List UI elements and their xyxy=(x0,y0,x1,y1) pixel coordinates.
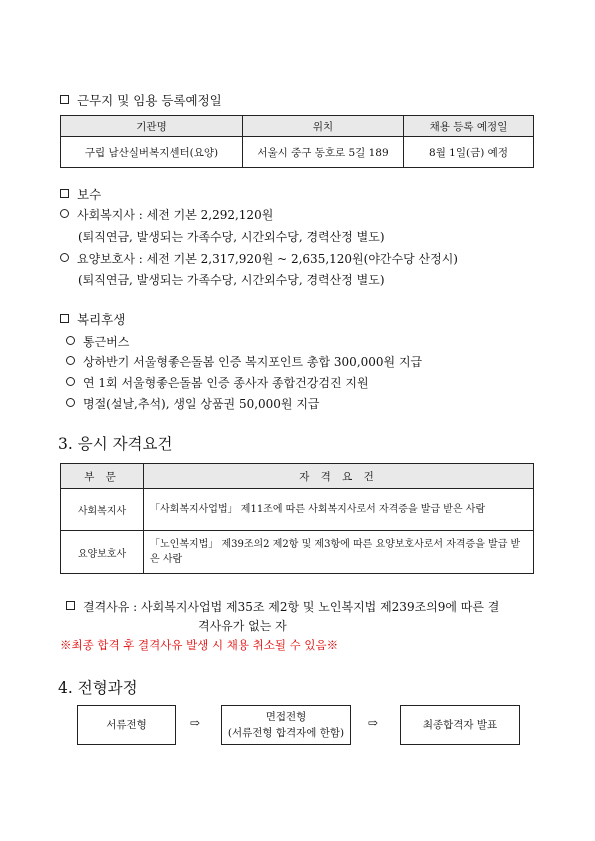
welfare-heading xyxy=(60,310,125,328)
list-item xyxy=(66,353,422,370)
process-step-interview xyxy=(221,705,351,745)
circle-bullet-icon xyxy=(66,398,75,407)
list-item xyxy=(66,374,369,391)
disqualification-text: 결격사유 : 사회복지사업법 제35조 제2항 및 노인복지법 제239조의9에 따른 결 xyxy=(83,600,500,614)
cell-location: 서울시 중구 동호로 5길 189 xyxy=(243,137,404,168)
circle-bullet-icon xyxy=(60,209,69,218)
cell-requirement: 「노인복지법」 제39조의2 제2항 및 제3항에 따른 요양보호사로서 자격증을 발급 받은 사람 xyxy=(144,531,534,574)
salary-caregiver-text: 요양보호사 : 세전 기본 2,317,920원 ~ 2,635,120원(야간수당 산정시) xyxy=(77,252,458,266)
cell-institution: 구립 남산실버복지센터(요양) xyxy=(61,137,243,168)
qualification-table xyxy=(60,463,534,574)
cancellation-warning: ※최종 합격 후 결격사유 발생 시 채용 취소될 수 있음※ xyxy=(60,638,339,652)
salary-caregiver xyxy=(60,250,458,267)
arrow-right-icon: ⇨ xyxy=(368,716,379,730)
salary-social-worker xyxy=(60,206,273,223)
salary-heading xyxy=(60,185,101,203)
list-item xyxy=(66,333,129,350)
header-location: 위치 xyxy=(243,116,404,137)
cell-date: 8월 1일(금) 예정 xyxy=(404,137,534,168)
square-bullet-icon xyxy=(60,314,69,323)
header-institution: 기관명 xyxy=(61,116,243,137)
header-category: 부 문 xyxy=(61,464,144,489)
cell-requirement: 「사회복지사업법」 제11조에 따른 사회복지사로서 자격증을 발급 받은 사람 xyxy=(144,489,534,531)
disqualification-line1 xyxy=(66,598,499,615)
process-step-label: 면접전형 xyxy=(265,711,307,723)
process-step-final xyxy=(400,705,520,745)
table-header-row xyxy=(61,464,534,489)
header-date: 채용 등록 예정일 xyxy=(404,116,534,137)
welfare-item-text: 통근버스 xyxy=(83,335,130,349)
process-step-label: 최종합격자 발표 xyxy=(422,719,498,731)
table-row xyxy=(61,531,534,574)
cell-category: 사회복지사 xyxy=(61,489,144,531)
workplace-heading-text: 근무지 및 임용 등록예정일 xyxy=(77,93,222,108)
salary-social-worker-text: 사회복지사 : 세전 기본 2,292,120원 xyxy=(77,208,274,222)
square-bullet-icon xyxy=(66,601,75,610)
process-heading: 4. 전형과정 xyxy=(58,679,138,697)
disqualification-line2: 격사유가 없는 자 xyxy=(198,619,287,633)
salary-social-worker-note: (퇴직연금, 발생되는 가족수당, 시간외수당, 경력산정 별도) xyxy=(78,230,385,244)
workplace-table xyxy=(60,115,534,168)
arrow-right-icon: ⇨ xyxy=(190,716,201,730)
welfare-item-text: 연 1회 서울형좋은돌봄 인증 종사자 종합건강검진 지원 xyxy=(83,376,369,390)
square-bullet-icon xyxy=(60,95,69,104)
process-step-document xyxy=(77,705,176,745)
welfare-item-text: 명절(설날,추석), 생일 상품권 50,000원 지급 xyxy=(83,397,320,411)
circle-bullet-icon xyxy=(66,356,75,365)
welfare-item-text: 상하반기 서울형좋은돌봄 인증 복지포인트 총합 300,000원 지급 xyxy=(83,355,423,369)
table-row xyxy=(61,489,534,531)
header-requirements: 자 격 요 건 xyxy=(144,464,534,489)
workplace-heading xyxy=(60,91,222,109)
circle-bullet-icon xyxy=(60,253,69,262)
list-item xyxy=(66,395,320,412)
circle-bullet-icon xyxy=(66,377,75,386)
square-bullet-icon xyxy=(60,189,69,198)
qualification-heading: 3. 응시 자격요건 xyxy=(58,435,173,453)
cell-category: 요양보호사 xyxy=(61,531,144,574)
table-header-row xyxy=(61,116,534,137)
circle-bullet-icon xyxy=(66,336,75,345)
welfare-heading-text: 복리후생 xyxy=(77,312,126,327)
process-step-sublabel: (서류전형 합격자에 한함) xyxy=(227,727,345,739)
table-row xyxy=(61,137,534,168)
salary-heading-text: 보수 xyxy=(77,187,102,202)
salary-caregiver-note: (퇴직연금, 발생되는 가족수당, 시간외수당, 경력산정 별도) xyxy=(78,273,385,287)
process-step-label: 서류전형 xyxy=(106,719,147,731)
